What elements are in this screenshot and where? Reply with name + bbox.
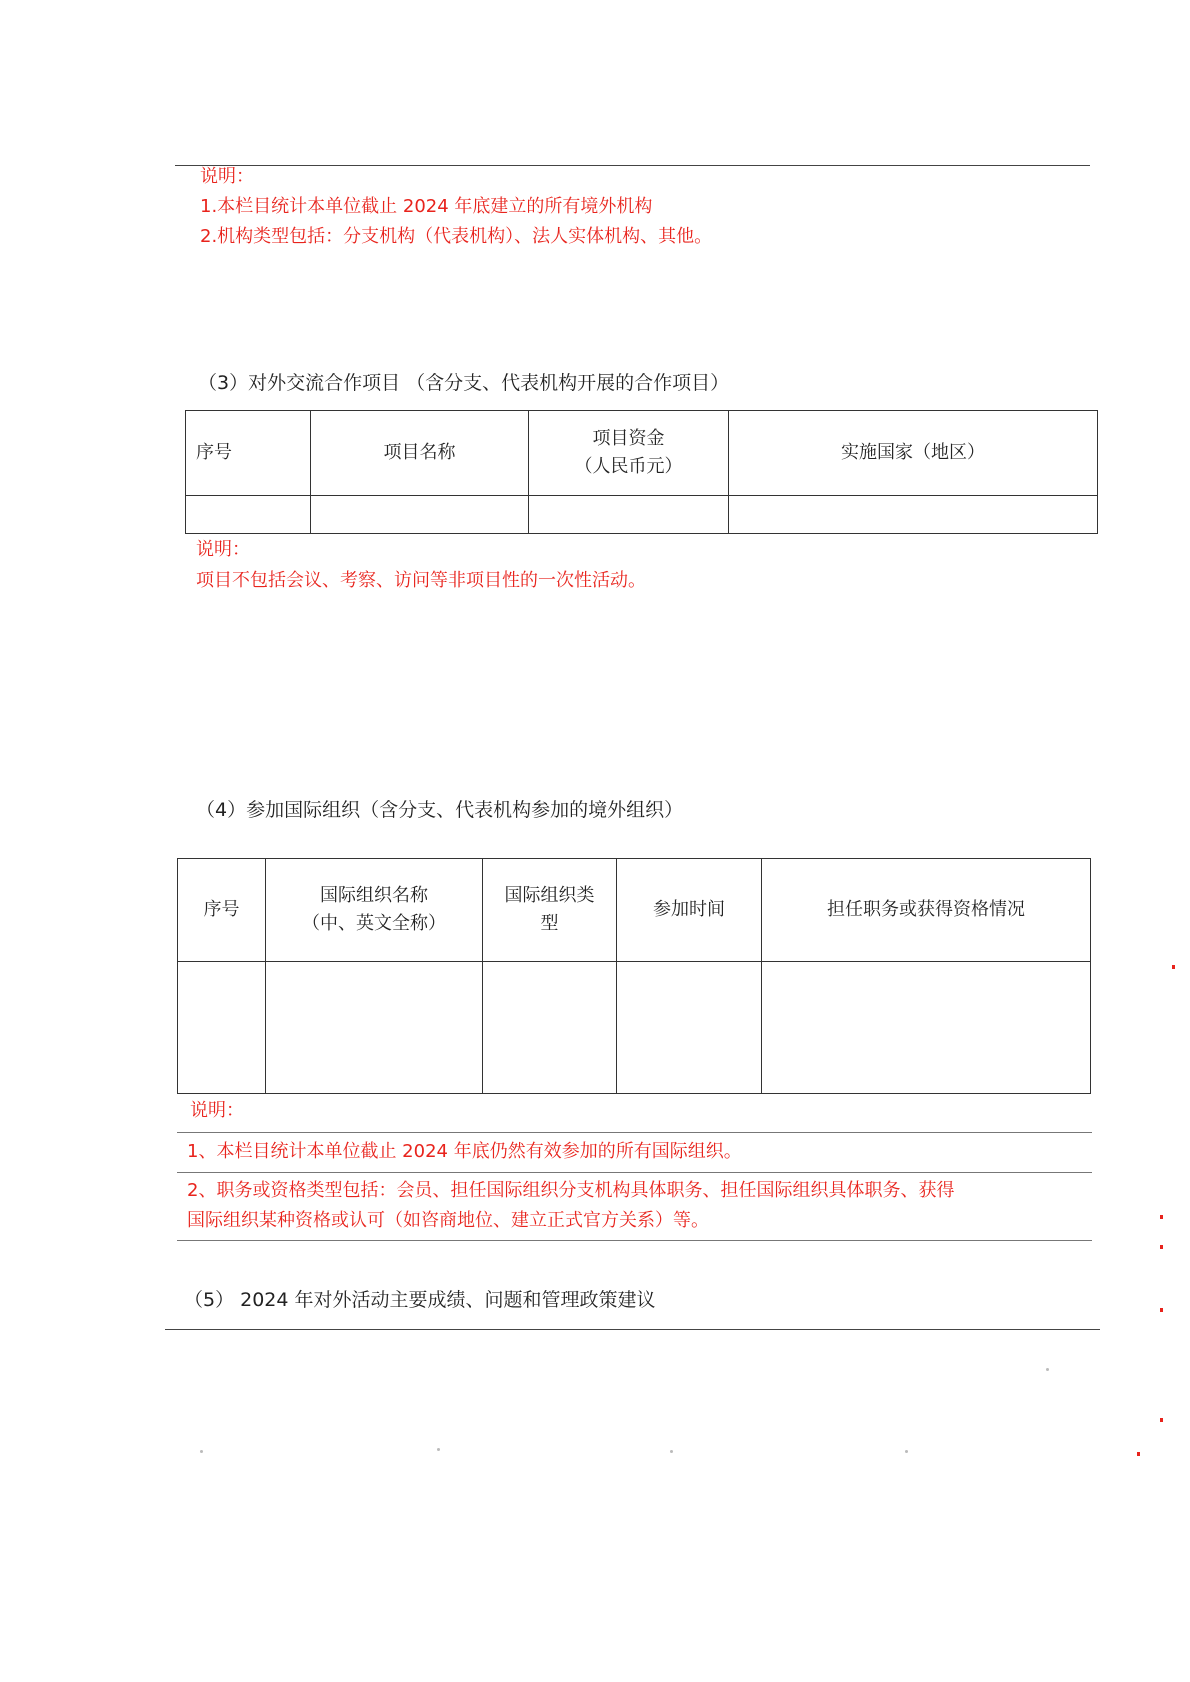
header-org-name-line1: 国际组织名称 xyxy=(320,885,428,906)
scan-speck xyxy=(1160,1215,1163,1219)
section3-note-label: 说明： xyxy=(196,539,250,560)
header-seq: 序号 xyxy=(178,859,266,962)
scan-speck xyxy=(1160,1308,1163,1312)
header-project-funds-line2: （人民币元） xyxy=(574,456,683,477)
international-organizations-table xyxy=(177,858,1091,1094)
scan-speck xyxy=(670,1450,673,1453)
scan-speck xyxy=(1160,1418,1163,1422)
cell-seq[interactable] xyxy=(186,496,311,534)
section5-divider xyxy=(165,1329,1100,1330)
cell-project-funds[interactable] xyxy=(529,496,729,534)
section4-note-line2: 2、职务或资格类型包括：会员、担任国际组织分支机构具体职务、担任国际组织具体职务、获得 xyxy=(187,1180,955,1201)
scan-speck xyxy=(1172,965,1175,969)
note1-label: 说明： xyxy=(200,166,254,187)
section4-note-line1: 1、本栏目统计本单位截止 2024 年底仍然有效参加的所有国际组织。 xyxy=(187,1141,742,1162)
cell-join-time[interactable] xyxy=(617,962,762,1094)
section4-note-line3: 国际组织某种资格或认可（如咨商地位、建立正式官方关系）等。 xyxy=(187,1210,709,1231)
cooperation-projects-table xyxy=(185,410,1098,534)
cell-org-name[interactable] xyxy=(266,962,483,1094)
section3-title: （3）对外交流合作项目 （含分支、代表机构开展的合作项目） xyxy=(198,372,730,394)
top-divider xyxy=(175,165,1090,166)
header-project-funds-line1: 项目资金 xyxy=(592,428,665,449)
section3-note-text: 项目不包括会议、考察、访问等非项目性的一次性活动。 xyxy=(196,570,646,591)
table-row xyxy=(178,962,1091,1094)
header-org-name xyxy=(266,859,483,962)
scan-speck xyxy=(200,1450,203,1453)
cell-org-type[interactable] xyxy=(483,962,617,1094)
table-row xyxy=(186,496,1098,534)
header-org-type xyxy=(483,859,617,962)
header-org-name-line2: （中、英文全称） xyxy=(302,913,446,934)
cell-implementing-country[interactable] xyxy=(729,496,1098,534)
header-project-name: 项目名称 xyxy=(311,411,529,496)
section5-title: （5） 2024 年对外活动主要成绩、问题和管理政策建议 xyxy=(184,1289,656,1311)
section4-title: （4）参加国际组织（含分支、代表机构参加的境外组织） xyxy=(196,799,684,821)
header-seq: 序号 xyxy=(186,411,311,496)
note1-line2: 2.机构类型包括：分支机构（代表机构）、法人实体机构、其他。 xyxy=(200,226,713,247)
header-org-type-line1: 国际组织类 xyxy=(504,885,595,906)
scan-speck xyxy=(1046,1368,1049,1371)
note-divider xyxy=(177,1132,1092,1133)
cell-seq[interactable] xyxy=(178,962,266,1094)
header-org-type-line2: 型 xyxy=(540,913,559,934)
scan-speck xyxy=(1137,1452,1140,1456)
cell-project-name[interactable] xyxy=(311,496,529,534)
section4-note-label: 说明： xyxy=(190,1100,244,1121)
header-join-time: 参加时间 xyxy=(617,859,762,962)
scan-speck xyxy=(437,1448,440,1451)
header-position-status: 担任职务或获得资格情况 xyxy=(762,859,1091,962)
note1-line1: 1.本栏目统计本单位截止 2024 年底建立的所有境外机构 xyxy=(200,196,653,217)
scan-speck xyxy=(1160,1245,1163,1249)
cell-position-status[interactable] xyxy=(762,962,1091,1094)
header-implementing-country: 实施国家（地区） xyxy=(729,411,1098,496)
note-divider xyxy=(177,1172,1092,1173)
scan-speck xyxy=(905,1450,908,1453)
header-project-funds xyxy=(529,411,729,496)
note-divider xyxy=(177,1240,1092,1241)
